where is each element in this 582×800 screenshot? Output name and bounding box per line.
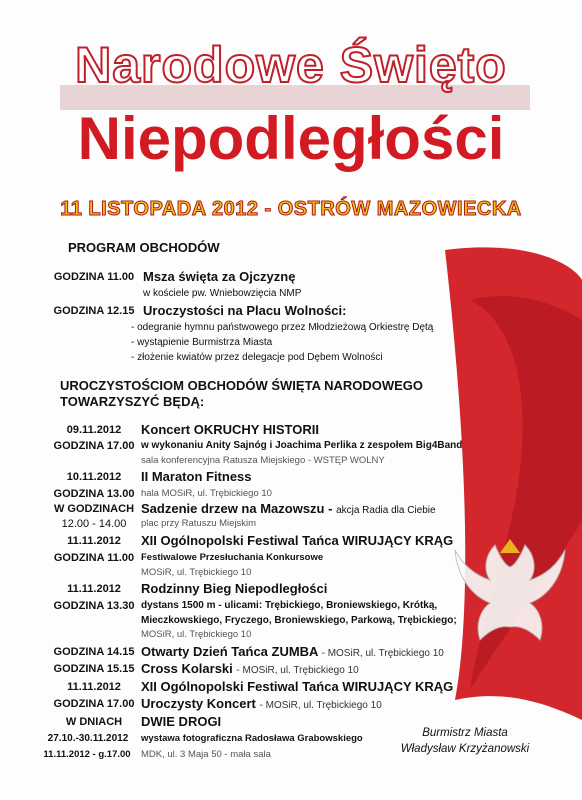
event-venue: sala konferencyjna Ratusza Miejskiego - WSTĘP WOLNY: [141, 455, 385, 466]
event-date: 10.11.2012: [66, 471, 122, 483]
event-title: Rodzinny Bieg Niepodległości: [141, 581, 328, 596]
program-time: GODZINA 11.00: [53, 271, 135, 283]
event-date: 11.11.2012: [67, 535, 121, 547]
event-venue: hala MOSiR, ul. Trębickiego 10: [141, 488, 272, 499]
event-detail: dystans 1500 m - ulicami: Trębickiego, Broniewskiego, Krótką,: [141, 600, 438, 611]
event-venue: MOSiR, ul. Trębickiego 10: [141, 567, 252, 578]
event-time: GODZINA 11.00: [53, 552, 135, 564]
program-heading: PROGRAM OBCHODÓW: [68, 240, 220, 255]
event-date: 09.11.2012: [66, 424, 122, 436]
event-title: DWIE DROGI: [141, 714, 222, 729]
event-detail: Festiwalowe Przesłuchania Konkursowe: [141, 552, 324, 563]
title-line-2: Niepodległości: [77, 105, 505, 172]
event-time: 12.00 - 14.00: [61, 518, 127, 530]
program-title: Msza święta za Ojczyznę: [143, 269, 296, 284]
event-title: [141, 501, 436, 516]
event-venue: MDK, ul. 3 Maja 50 - mała sala: [141, 749, 271, 760]
event-title-text: Otwarty Dzień Tańca ZUMBA: [141, 644, 318, 659]
event-title: [141, 644, 444, 659]
event-time: GODZINA 14.15: [53, 646, 135, 658]
program-detail: - odegranie hymnu państwowego przez Młodzieżową Orkiestrę Dętą: [131, 322, 434, 333]
event-title-note: akcja Radia dla Ciebie: [336, 505, 436, 516]
program-detail: - złożenie kwiatów przez delegacje pod Dębem Wolności: [131, 352, 383, 363]
event-date-range: 27.10.-30.11.2012: [47, 733, 129, 744]
event-title-note: - MOSiR, ul. Trębickiego 10: [236, 665, 359, 676]
event-time: GODZINA 13.30: [53, 600, 135, 612]
event-detail: wystawa fotograficzna Radosława Grabowskiego: [141, 733, 363, 744]
signature-name: Władysław Krzyżanowski: [400, 743, 530, 755]
event-title: [141, 661, 359, 676]
event-title-text: Uroczysty Koncert: [141, 696, 256, 711]
event-date: 11.11.2012: [67, 681, 121, 693]
event-title: XII Ogólnopolski Festiwal Tańca WIRUJĄCY KRĄG: [141, 679, 454, 694]
event-date: 11.11.2012: [67, 583, 121, 595]
event-time: GODZINA 13.00: [53, 488, 135, 500]
event-time: GODZINA 15.15: [53, 663, 135, 675]
title-line-1: Narodowe Święto: [75, 37, 507, 93]
event-title-text: Cross Kolarski: [141, 661, 233, 676]
event-title-text: Sadzenie drzew na Mazowszu -: [141, 501, 333, 516]
event-detail: Mieczkowskiego, Fryczego, Broniewskiego, Parkową, Trębickiego;: [141, 615, 457, 626]
event-title-note: - MOSiR, ul. Trębickiego 10: [321, 648, 444, 659]
program-time: GODZINA 12.15: [53, 305, 135, 317]
event-date: W DNIACH: [65, 716, 123, 728]
accompanying-heading-1: UROCZYSTOŚCIOM OBCHODÓW ŚWIĘTA NARODOWEGO: [60, 378, 424, 393]
event-time: GODZINA 17.00: [53, 698, 135, 710]
event-title-note: - MOSiR, ul. Trębickiego 10: [259, 700, 382, 711]
program-detail: w kościele pw. Wniebowzięcia NMP: [143, 288, 302, 299]
subtitle: 11 LISTOPADA 2012 - OSTRÓW MAZOWIECKA: [60, 198, 522, 220]
program-title: Uroczystości na Placu Wolności:: [143, 303, 347, 318]
event-venue: MOSiR, ul. Trębickiego 10: [141, 629, 252, 640]
event-title: XII Ogólnopolski Festiwal Tańca WIRUJĄCY KRĄG: [141, 533, 454, 548]
event-title: Koncert OKRUCHY HISTORII: [141, 422, 319, 437]
program-detail: - wystąpienie Burmistrza Miasta: [131, 337, 273, 348]
signature: [385, 725, 545, 757]
event-title: [141, 696, 382, 711]
event-time: GODZINA 17.00: [53, 440, 135, 452]
event-date: W GODZINACH: [53, 503, 135, 515]
accompanying-heading-2: TOWARZYSZYĆ BĘDĄ:: [60, 394, 205, 409]
event-title: II Maraton Fitness: [141, 469, 252, 484]
event-venue: plac przy Ratuszu Miejskim: [141, 518, 257, 529]
event-date-time: 11.11.2012 - g.17.00: [43, 749, 131, 760]
event-detail: w wykonaniu Anity Sajnóg i Joachima Perlika z zespołem Big4Band: [141, 440, 463, 451]
signature-title: Burmistrz Miasta: [422, 727, 508, 739]
